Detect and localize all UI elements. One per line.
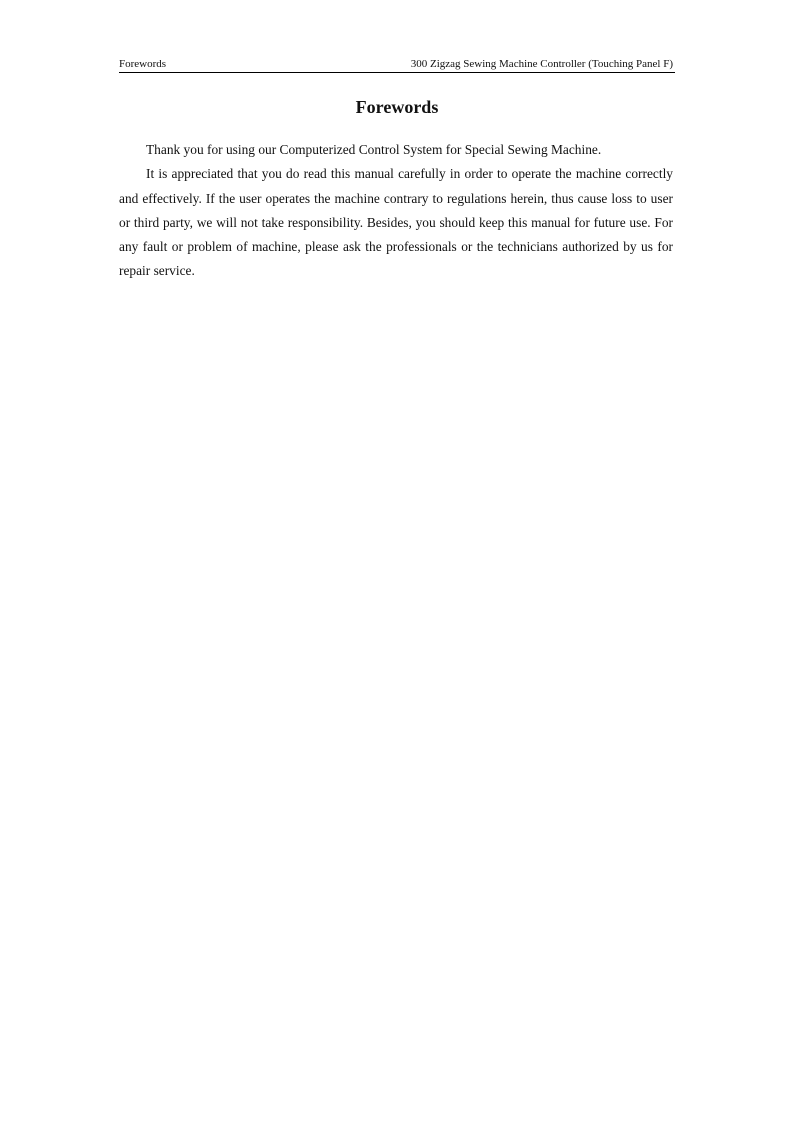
paragraph-instructions: It is appreciated that you do read this manual carefully in order to operate the machine correctly and effectively. If the user operates the machine contrary to regulations herein, thus cause loss to user or third party, we will not take responsibility. Besides, you should keep this manual for future use. For any fault or problem of machine, please ask the professionals or the technicians authorized by us for repair service. [119, 166, 673, 279]
running-header [119, 56, 675, 73]
body-text [119, 138, 673, 284]
page-title: Forewords [355, 97, 439, 117]
paragraph-thanks: Thank you for using our Computerized Control System for Special Sewing Machine. [146, 142, 602, 157]
header-section-name: Forewords [119, 58, 167, 70]
header-manual-title: 300 Zigzag Sewing Machine Controller (Touching Panel F) [410, 58, 673, 70]
